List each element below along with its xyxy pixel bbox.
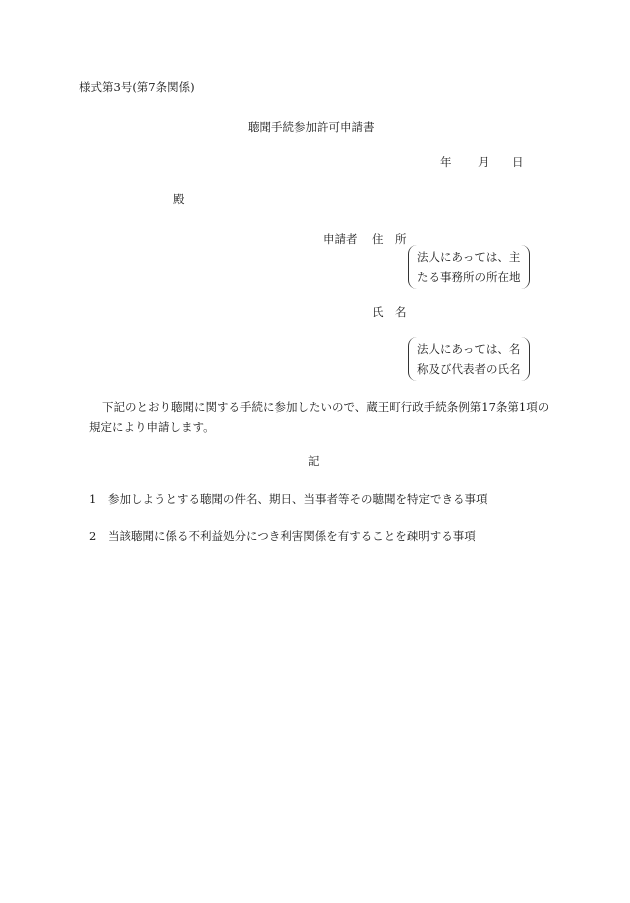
addressee-suffix: 殿 (173, 192, 185, 206)
item-1-number: 1 (89, 492, 97, 506)
address-note-bracket (408, 245, 530, 289)
name-note-bracket (408, 337, 530, 381)
item-2-text: 当該聴聞に係る不利益処分につき利害関係を有することを疎明する事項 (108, 529, 476, 543)
name-label: 氏 名 (372, 305, 407, 319)
applicant-label: 申請者 (323, 232, 358, 246)
item-1-text: 参加しようとする聴聞の件名、期日、当事者等その聴聞を特定できる事項 (108, 492, 488, 506)
date-day: 日 (512, 155, 524, 169)
application-body-text: 下記のとおり聴聞に関する手続に参加したいので、蔵王町行政手続条例第17条第1項の規定により申請します。 (89, 400, 550, 434)
ki-heading: 記 (308, 454, 320, 468)
name-note-line-2: 称及び代表者の氏名 (417, 362, 521, 376)
document-title: 聴聞手続参加許可申請書 (248, 120, 375, 134)
form-number-label: 様式第3号(第7条関係) (79, 80, 195, 94)
address-note-line-2: たる事務所の所在地 (417, 270, 521, 284)
item-2-number: 2 (89, 529, 97, 543)
date-month: 月 (478, 155, 490, 169)
address-label: 住 所 (372, 232, 407, 246)
address-note-line-1: 法人にあっては、主 (417, 250, 521, 264)
date-year: 年 (440, 155, 452, 169)
name-note-line-1: 法人にあっては、名 (417, 342, 521, 356)
